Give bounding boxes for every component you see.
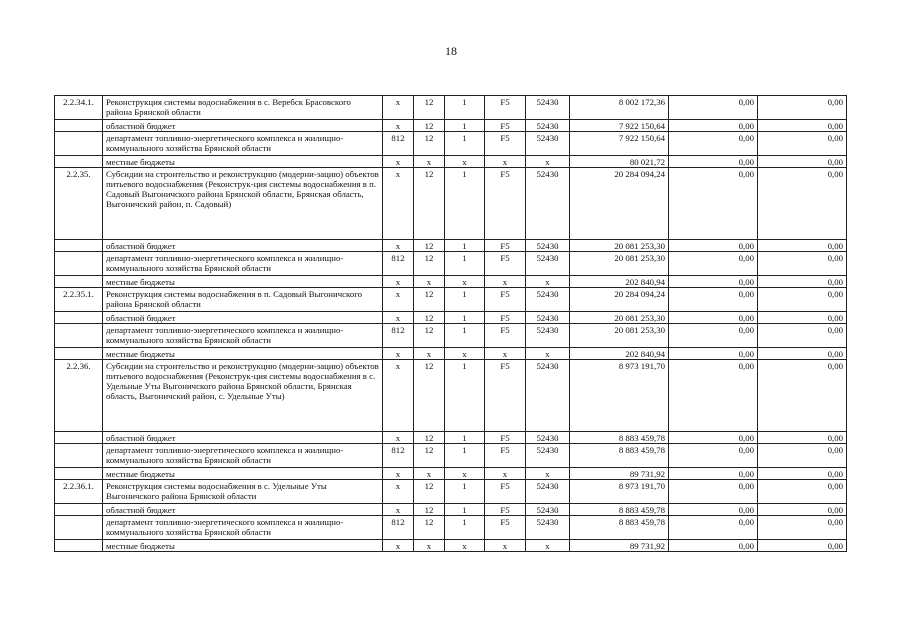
row-name: областной бюджет bbox=[103, 432, 383, 444]
row-gr: 812 bbox=[383, 252, 414, 276]
row-amount-2: 0,00 bbox=[669, 360, 758, 432]
row-rz: х bbox=[414, 348, 445, 360]
row-name: местные бюджеты bbox=[103, 540, 383, 552]
row-amount-3: 0,00 bbox=[758, 444, 847, 468]
row-gr: х bbox=[383, 348, 414, 360]
row-code: 2.2.36. bbox=[55, 360, 103, 432]
row-name: областной бюджет bbox=[103, 312, 383, 324]
row-name: областной бюджет bbox=[103, 504, 383, 516]
row-rz: 12 bbox=[414, 120, 445, 132]
row-amount-1: 8 002 172,36 bbox=[570, 96, 669, 120]
row-amount-3: 0,00 bbox=[758, 240, 847, 252]
row-rz: 12 bbox=[414, 432, 445, 444]
row-rz: 12 bbox=[414, 324, 445, 348]
table-row bbox=[55, 156, 847, 168]
table-row bbox=[55, 480, 847, 504]
row-pr: 1 bbox=[445, 288, 485, 312]
row-gr: х bbox=[383, 480, 414, 504]
row-name: Реконструкция системы водоснабжения в п. Садовый Выгоничского района Брянской области bbox=[103, 288, 383, 312]
row-cs2: 52430 bbox=[526, 480, 570, 504]
row-cs1: F5 bbox=[485, 444, 526, 468]
row-code: 2.2.35.1. bbox=[55, 288, 103, 312]
row-cs1: F5 bbox=[485, 168, 526, 240]
row-cs2: 52430 bbox=[526, 240, 570, 252]
table-row bbox=[55, 432, 847, 444]
row-gr: 812 bbox=[383, 444, 414, 468]
row-code: 2.2.34.1. bbox=[55, 96, 103, 120]
row-pr: 1 bbox=[445, 168, 485, 240]
row-amount-2: 0,00 bbox=[669, 468, 758, 480]
row-amount-2: 0,00 bbox=[669, 288, 758, 312]
row-code bbox=[55, 312, 103, 324]
row-cs2: 52430 bbox=[526, 516, 570, 540]
table-row bbox=[55, 444, 847, 468]
row-gr: х bbox=[383, 96, 414, 120]
row-amount-1: 20 081 253,30 bbox=[570, 312, 669, 324]
row-gr: х bbox=[383, 240, 414, 252]
row-amount-1: 80 021,72 bbox=[570, 156, 669, 168]
row-amount-3: 0,00 bbox=[758, 324, 847, 348]
row-pr: 1 bbox=[445, 444, 485, 468]
row-cs2: 52430 bbox=[526, 96, 570, 120]
budget-table bbox=[54, 95, 847, 552]
row-amount-1: 202 840,94 bbox=[570, 276, 669, 288]
row-cs2: 52430 bbox=[526, 132, 570, 156]
row-code: 2.2.36.1. bbox=[55, 480, 103, 504]
table-row bbox=[55, 312, 847, 324]
row-amount-2: 0,00 bbox=[669, 324, 758, 348]
table-row bbox=[55, 276, 847, 288]
row-name: местные бюджеты bbox=[103, 276, 383, 288]
row-name: Реконструкция системы водоснабжения в с. Веребск Брасовского района Брянской области bbox=[103, 96, 383, 120]
row-cs1: F5 bbox=[485, 312, 526, 324]
row-amount-3: 0,00 bbox=[758, 276, 847, 288]
row-cs2: 52430 bbox=[526, 504, 570, 516]
row-code: 2.2.35. bbox=[55, 168, 103, 240]
row-code bbox=[55, 324, 103, 348]
row-code bbox=[55, 156, 103, 168]
row-pr: 1 bbox=[445, 324, 485, 348]
row-amount-1: 8 883 459,78 bbox=[570, 444, 669, 468]
row-cs2: 52430 bbox=[526, 360, 570, 432]
row-gr: х bbox=[383, 312, 414, 324]
row-cs1: х bbox=[485, 468, 526, 480]
row-cs1: F5 bbox=[485, 96, 526, 120]
row-amount-1: 7 922 150,64 bbox=[570, 132, 669, 156]
row-amount-1: 202 840,94 bbox=[570, 348, 669, 360]
row-cs1: F5 bbox=[485, 516, 526, 540]
row-code bbox=[55, 348, 103, 360]
row-cs1: х bbox=[485, 348, 526, 360]
row-amount-2: 0,00 bbox=[669, 348, 758, 360]
row-pr: 1 bbox=[445, 516, 485, 540]
row-name: департамент топливно-энергетического комплекса и жилищно-коммунального хозяйства Брянской области bbox=[103, 516, 383, 540]
row-name: местные бюджеты bbox=[103, 156, 383, 168]
row-rz: 12 bbox=[414, 504, 445, 516]
row-name: Субсидии на строительство и реконструкцию (модерни-зацию) объектов питьевого водоснабжения (Реконструк-ция системы водоснабжения в с. Удельные Уты Выгоничского района Брянской области, Брянская область, Выгоничский район, с. Удельные Уты) bbox=[103, 360, 383, 432]
row-pr: 1 bbox=[445, 96, 485, 120]
row-cs2: х bbox=[526, 348, 570, 360]
row-rz: 12 bbox=[414, 132, 445, 156]
row-cs1: F5 bbox=[485, 504, 526, 516]
row-name: департамент топливно-энергетического комплекса и жилищно-коммунального хозяйства Брянской области bbox=[103, 132, 383, 156]
row-amount-2: 0,00 bbox=[669, 96, 758, 120]
table-row bbox=[55, 468, 847, 480]
row-name: департамент топливно-энергетического комплекса и жилищно-коммунального хозяйства Брянской области bbox=[103, 324, 383, 348]
row-code bbox=[55, 120, 103, 132]
row-name: областной бюджет bbox=[103, 120, 383, 132]
row-gr: х bbox=[383, 360, 414, 432]
table-row bbox=[55, 516, 847, 540]
row-rz: 12 bbox=[414, 360, 445, 432]
row-amount-3: 0,00 bbox=[758, 120, 847, 132]
row-cs1: F5 bbox=[485, 480, 526, 504]
row-rz: х bbox=[414, 156, 445, 168]
row-amount-1: 8 883 459,78 bbox=[570, 516, 669, 540]
row-amount-1: 20 081 253,30 bbox=[570, 252, 669, 276]
row-pr: х bbox=[445, 156, 485, 168]
page-number: 18 bbox=[445, 44, 457, 58]
row-code bbox=[55, 432, 103, 444]
row-cs2: 52430 bbox=[526, 324, 570, 348]
row-amount-3: 0,00 bbox=[758, 168, 847, 240]
row-rz: х bbox=[414, 276, 445, 288]
row-cs2: 52430 bbox=[526, 312, 570, 324]
row-amount-2: 0,00 bbox=[669, 156, 758, 168]
row-amount-3: 0,00 bbox=[758, 96, 847, 120]
row-gr: х bbox=[383, 120, 414, 132]
row-amount-3: 0,00 bbox=[758, 288, 847, 312]
table-row bbox=[55, 360, 847, 432]
row-cs2: 52430 bbox=[526, 444, 570, 468]
row-pr: 1 bbox=[445, 132, 485, 156]
row-cs2: х bbox=[526, 468, 570, 480]
row-amount-3: 0,00 bbox=[758, 156, 847, 168]
row-cs2: 52430 bbox=[526, 252, 570, 276]
row-amount-2: 0,00 bbox=[669, 252, 758, 276]
row-amount-3: 0,00 bbox=[758, 516, 847, 540]
row-rz: 12 bbox=[414, 96, 445, 120]
row-cs2: 52430 bbox=[526, 288, 570, 312]
row-cs2: х bbox=[526, 276, 570, 288]
table-row bbox=[55, 348, 847, 360]
row-amount-1: 8 973 191,70 bbox=[570, 360, 669, 432]
row-cs1: F5 bbox=[485, 240, 526, 252]
row-cs1: х bbox=[485, 276, 526, 288]
row-rz: 12 bbox=[414, 168, 445, 240]
row-amount-1: 20 284 094,24 bbox=[570, 288, 669, 312]
row-rz: 12 bbox=[414, 240, 445, 252]
row-name: местные бюджеты bbox=[103, 348, 383, 360]
row-amount-3: 0,00 bbox=[758, 504, 847, 516]
row-amount-3: 0,00 bbox=[758, 312, 847, 324]
row-pr: х bbox=[445, 540, 485, 552]
row-amount-2: 0,00 bbox=[669, 132, 758, 156]
row-amount-2: 0,00 bbox=[669, 540, 758, 552]
row-amount-2: 0,00 bbox=[669, 240, 758, 252]
row-amount-1: 89 731,92 bbox=[570, 468, 669, 480]
row-gr: х bbox=[383, 156, 414, 168]
row-cs1: F5 bbox=[485, 252, 526, 276]
row-name: департамент топливно-энергетического комплекса и жилищно-коммунального хозяйства Брянской области bbox=[103, 252, 383, 276]
row-pr: 1 bbox=[445, 240, 485, 252]
row-gr: х bbox=[383, 504, 414, 516]
row-code bbox=[55, 504, 103, 516]
row-code bbox=[55, 276, 103, 288]
row-code bbox=[55, 132, 103, 156]
row-amount-1: 20 284 094,24 bbox=[570, 168, 669, 240]
row-code bbox=[55, 540, 103, 552]
row-amount-3: 0,00 bbox=[758, 468, 847, 480]
row-cs2: 52430 bbox=[526, 168, 570, 240]
row-amount-3: 0,00 bbox=[758, 348, 847, 360]
table-row bbox=[55, 288, 847, 312]
table-body bbox=[55, 96, 847, 552]
row-amount-1: 20 081 253,30 bbox=[570, 240, 669, 252]
row-pr: 1 bbox=[445, 504, 485, 516]
row-amount-1: 7 922 150,64 bbox=[570, 120, 669, 132]
row-gr: х bbox=[383, 288, 414, 312]
row-rz: 12 bbox=[414, 312, 445, 324]
row-amount-1: 8 883 459,78 bbox=[570, 504, 669, 516]
row-name: местные бюджеты bbox=[103, 468, 383, 480]
row-amount-1: 8 973 191,70 bbox=[570, 480, 669, 504]
row-amount-2: 0,00 bbox=[669, 276, 758, 288]
table-row bbox=[55, 168, 847, 240]
row-amount-3: 0,00 bbox=[758, 360, 847, 432]
table-row bbox=[55, 504, 847, 516]
row-gr: 812 bbox=[383, 132, 414, 156]
table-row bbox=[55, 240, 847, 252]
row-cs1: х bbox=[485, 540, 526, 552]
row-pr: х bbox=[445, 276, 485, 288]
row-gr: х bbox=[383, 168, 414, 240]
table-row bbox=[55, 324, 847, 348]
row-amount-2: 0,00 bbox=[669, 480, 758, 504]
row-amount-2: 0,00 bbox=[669, 168, 758, 240]
table-row bbox=[55, 540, 847, 552]
row-amount-1: 8 883 459,78 bbox=[570, 432, 669, 444]
row-gr: 812 bbox=[383, 516, 414, 540]
row-gr: х bbox=[383, 276, 414, 288]
row-name: Субсидии на строительство и реконструкцию (модерни-зацию) объектов питьевого водоснабжения (Реконструк-ция системы водоснабжения в п. Садовый Выгоничского района Брянской области, Брянская область, Выгоничский район, п. Садовый) bbox=[103, 168, 383, 240]
row-pr: 1 bbox=[445, 432, 485, 444]
row-gr: 812 bbox=[383, 324, 414, 348]
row-cs2: 52430 bbox=[526, 120, 570, 132]
row-gr: х bbox=[383, 432, 414, 444]
row-pr: 1 bbox=[445, 312, 485, 324]
row-pr: 1 bbox=[445, 480, 485, 504]
row-amount-2: 0,00 bbox=[669, 312, 758, 324]
row-gr: х bbox=[383, 468, 414, 480]
table-row bbox=[55, 96, 847, 120]
row-amount-2: 0,00 bbox=[669, 120, 758, 132]
row-cs2: 52430 bbox=[526, 432, 570, 444]
row-rz: 12 bbox=[414, 480, 445, 504]
row-amount-2: 0,00 bbox=[669, 432, 758, 444]
row-name: областной бюджет bbox=[103, 240, 383, 252]
row-amount-3: 0,00 bbox=[758, 540, 847, 552]
row-code bbox=[55, 240, 103, 252]
row-amount-3: 0,00 bbox=[758, 480, 847, 504]
row-cs1: х bbox=[485, 156, 526, 168]
row-rz: 12 bbox=[414, 288, 445, 312]
row-pr: х bbox=[445, 348, 485, 360]
row-rz: х bbox=[414, 540, 445, 552]
row-cs2: х bbox=[526, 156, 570, 168]
row-pr: х bbox=[445, 468, 485, 480]
row-cs1: F5 bbox=[485, 432, 526, 444]
table-row bbox=[55, 252, 847, 276]
row-amount-3: 0,00 bbox=[758, 132, 847, 156]
row-rz: 12 bbox=[414, 252, 445, 276]
row-amount-2: 0,00 bbox=[669, 444, 758, 468]
row-cs2: х bbox=[526, 540, 570, 552]
row-pr: 1 bbox=[445, 252, 485, 276]
row-amount-3: 0,00 bbox=[758, 252, 847, 276]
row-cs1: F5 bbox=[485, 360, 526, 432]
table-row bbox=[55, 120, 847, 132]
row-cs1: F5 bbox=[485, 324, 526, 348]
row-amount-2: 0,00 bbox=[669, 516, 758, 540]
row-cs1: F5 bbox=[485, 288, 526, 312]
table-row bbox=[55, 132, 847, 156]
row-code bbox=[55, 516, 103, 540]
row-code bbox=[55, 468, 103, 480]
row-gr: х bbox=[383, 540, 414, 552]
row-rz: х bbox=[414, 468, 445, 480]
row-name: Реконструкция системы водоснабжения в с. Удельные Уты Выгоничского района Брянской области bbox=[103, 480, 383, 504]
row-amount-1: 89 731,92 bbox=[570, 540, 669, 552]
row-amount-3: 0,00 bbox=[758, 432, 847, 444]
row-name: департамент топливно-энергетического комплекса и жилищно-коммунального хозяйства Брянской области bbox=[103, 444, 383, 468]
row-amount-1: 20 081 253,30 bbox=[570, 324, 669, 348]
row-cs1: F5 bbox=[485, 132, 526, 156]
row-cs1: F5 bbox=[485, 120, 526, 132]
row-amount-2: 0,00 bbox=[669, 504, 758, 516]
row-rz: 12 bbox=[414, 516, 445, 540]
row-code bbox=[55, 444, 103, 468]
row-code bbox=[55, 252, 103, 276]
row-rz: 12 bbox=[414, 444, 445, 468]
row-pr: 1 bbox=[445, 120, 485, 132]
row-pr: 1 bbox=[445, 360, 485, 432]
